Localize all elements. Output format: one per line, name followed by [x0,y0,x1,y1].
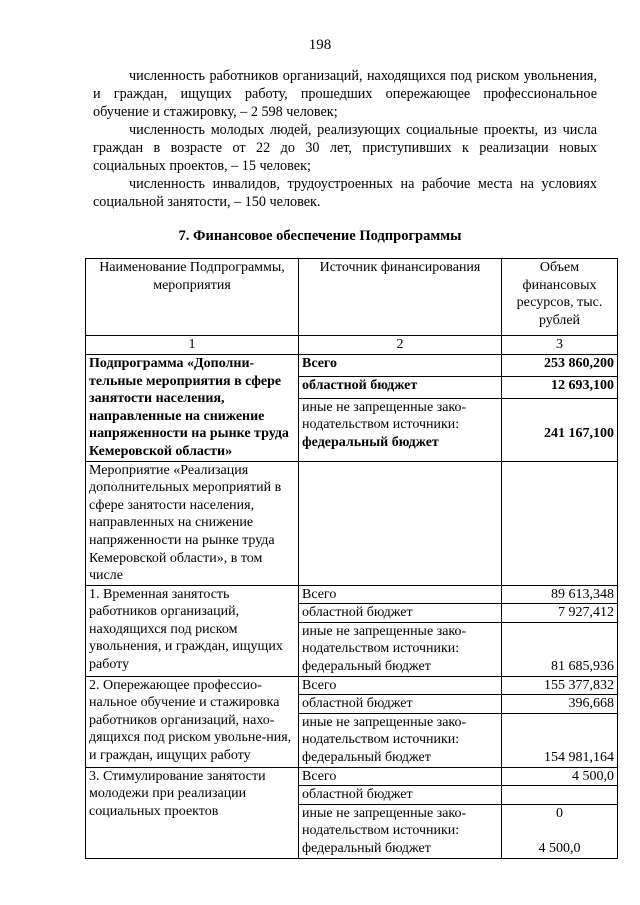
value-federal: 81 685,936 [502,622,618,676]
source-other [299,713,502,767]
subprogram-name: Подпрограмма «Дополни-тельные мероприятия в сфере занятости населения, направленные на снижение напряженности на рынке труда Кемеровской области» [86,354,299,461]
intro-paragraph: численность молодых людей, реализующих социальные проекты, из числа граждан в возрасте от 22 до 30 лет, приступивших к реализации новых социальных проектов, – 15 человек; [93,122,597,174]
financing-table [85,258,618,859]
table-row [86,585,618,604]
value-federal: 241 167,100 [502,398,618,461]
page-number: 198 [308,37,332,53]
source-other [299,804,502,858]
column-number: 1 [86,336,299,355]
value-total: 4 500,0 [502,767,618,786]
source-other-label: иные не запрещенные зако-нодательством источники: [302,623,467,657]
table-row [86,676,618,695]
source-other-label: иные не запрещенные зако-нодательством источники: [302,399,467,433]
value-total: 89 613,348 [502,585,618,604]
source-federal: федеральный бюджет [302,659,431,675]
item-name: 3. Стимулирование занятости молодежи при реализации социальных проектов [86,767,299,858]
header-name: Наименование Подпрограммы, мероприятия [86,259,299,336]
measure-title: Мероприятие «Реализация дополнительных мероприятий в сфере занятости населения, направленных на снижение напряженности на рынке труда Кемеровской области», в том числе [86,461,299,585]
value-federal: 4 500,0 [538,841,581,856]
value-total: 155 377,832 [502,676,618,695]
source-federal: федеральный бюджет [302,841,431,856]
value-regional: 396,668 [502,695,618,714]
intro-paragraph: численность работников организаций, находящихся под риском увольнения, и граждан, ищущих работу, прошедших опережающее профессиональное обучение и стажировку, – 2 598 человек; [93,68,597,120]
source-other [299,622,502,676]
source-total: Всего [299,676,502,695]
source-regional: областной бюджет [299,695,502,714]
header-volume: Объем финансовых ресурсов, тыс. рублей [502,259,618,336]
column-number: 2 [299,336,502,355]
table-row [86,767,618,786]
empty-cell [299,461,502,585]
source-total: Всего [299,767,502,786]
value-other: 0 [556,805,563,821]
header-source: Источник финансирования [299,259,502,336]
source-regional: областной бюджет [299,786,502,805]
section-title: 7. Финансовое обеспечение Подпрограммы [178,228,462,244]
intro-text [93,67,597,211]
column-number: 3 [502,336,618,355]
source-regional: областной бюджет [299,376,502,398]
empty-cell [502,461,618,585]
source-total: Всего [299,585,502,604]
value-regional [502,786,618,805]
source-federal: федеральный бюджет [302,750,431,766]
source-total: Всего [299,354,502,376]
value-other-federal [502,804,618,858]
item-name: 2. Опережающее профессио-нальное обучение и стажировка работников организаций, нахо-дящихся под риском увольне-ния, и граждан, ищущих работу [86,676,299,767]
source-regional: областной бюджет [299,604,502,623]
value-total: 253 860,200 [502,354,618,376]
table-header-row [86,259,618,336]
table-row [86,354,618,376]
source-other-label: иные не запрещенные зако-нодательством источники: [302,714,467,748]
source-federal: федеральный бюджет [302,434,439,450]
column-number-row [86,336,618,355]
value-regional: 12 693,100 [502,376,618,398]
source-other-label: иные не запрещенные зако-нодательством источники: [302,805,467,839]
item-name: 1. Временная занятость работников организаций, находящихся под риском увольнения, и граждан, ищущих работу [86,585,299,676]
intro-paragraph: численность инвалидов, трудоустроенных на рабочие места на условиях социальной занятости, – 150 человек. [93,176,597,210]
value-federal: 154 981,164 [502,713,618,767]
value-regional: 7 927,412 [502,604,618,623]
source-other [299,398,502,461]
table-row [86,461,618,585]
